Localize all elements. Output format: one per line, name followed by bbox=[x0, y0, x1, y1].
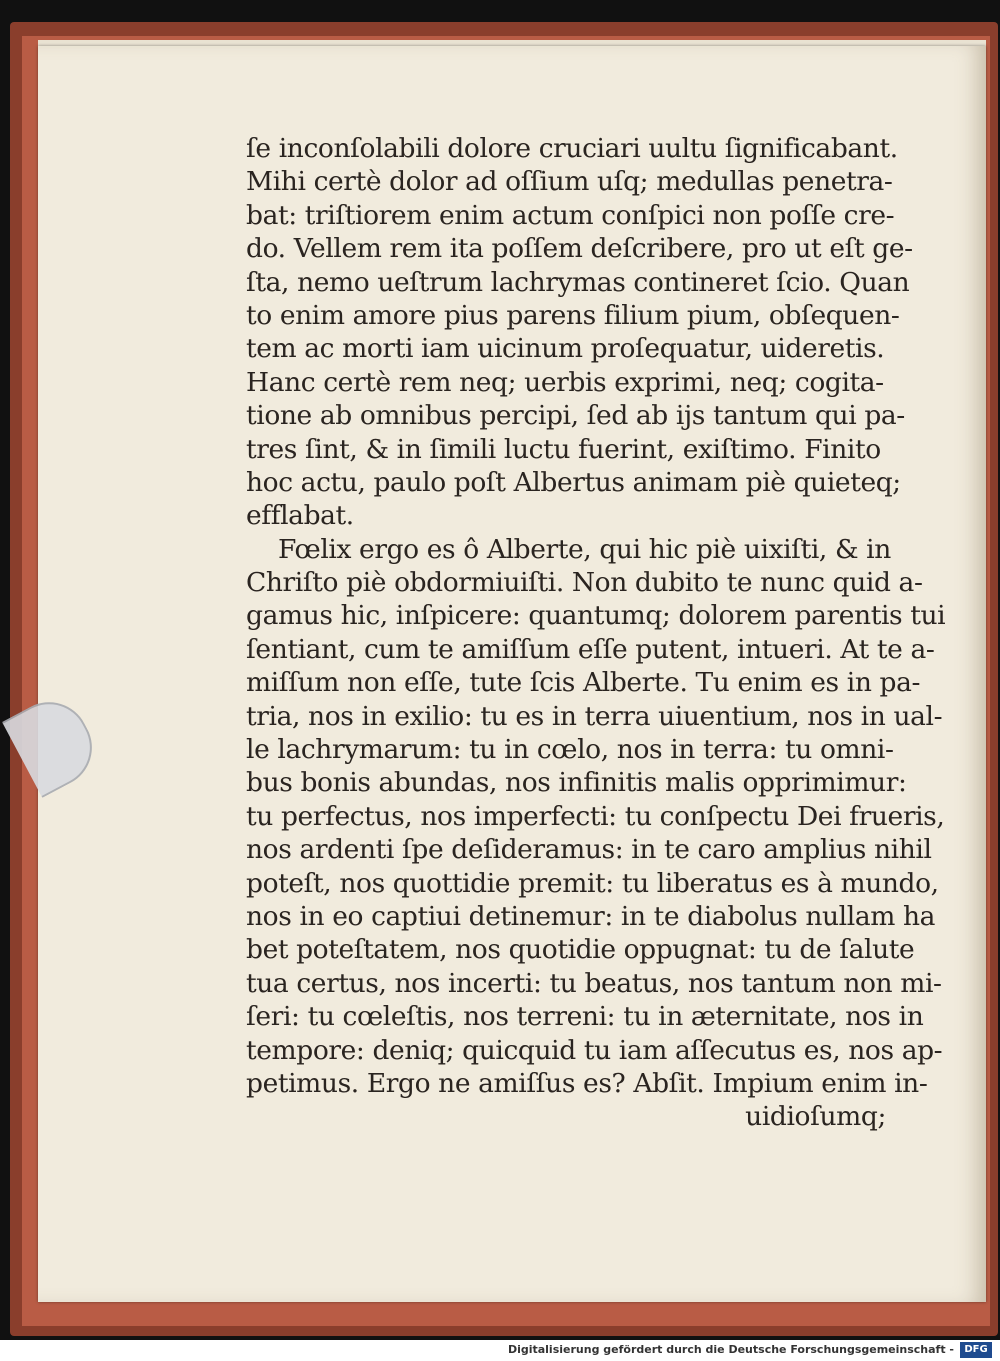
text-line: hoc actu, paulo poſt Albertus animam piè quieteq; bbox=[246, 466, 901, 498]
text-line: tria, nos in exilio: tu es in terra uiuentium, nos in ual- bbox=[246, 700, 943, 732]
text-line: tu perfectus, nos imperfecti: tu conſpectu Dei frueris, bbox=[246, 800, 945, 832]
text-line: nos in eo captiui detinemur: in te diabolus nullam ha bbox=[246, 900, 936, 932]
text-line: Chriſto piè obdormiuiſti. Non dubito te nunc quid a- bbox=[246, 567, 923, 599]
catchword-line: uidioſumq; bbox=[745, 1101, 886, 1133]
text-line: le lachrymarum: tu in cœlo, nos in terra: tu omni- bbox=[246, 734, 894, 766]
text-line: bus bonis abundas, nos infinitis malis opprimimur: bbox=[246, 767, 907, 799]
text-line: tua certus, nos incerti: tu beatus, nos tantum non mi- bbox=[246, 967, 942, 999]
text-line: to enim amore pius parens filium pium, obſequen- bbox=[246, 299, 900, 331]
digitization-footer bbox=[0, 1340, 1000, 1361]
funding-credit: Digitalisierung gefördert durch die Deutsche Forschungsgemeinschaft - bbox=[507, 1343, 954, 1356]
text-line: petimus. Ergo ne amiſſus es? Abſit. Impium enim in- bbox=[246, 1067, 928, 1099]
text-line: Mihi certè dolor ad oſſium uſq; medullas penetra- bbox=[246, 166, 893, 198]
text-line: ſeri: tu cœleſtis, nos terreni: tu in æternitate, nos in bbox=[246, 1001, 924, 1033]
text-line: bat: triſtiorem enim actum conſpici non poſſe cre- bbox=[246, 199, 895, 231]
text-line: tem ac morti iam uicinum proſequatur, uideretis. bbox=[246, 333, 885, 365]
paragraph-start-line: Fœlix ergo es ô Alberte, qui hic piè uixiſti, & in bbox=[278, 533, 891, 565]
text-line: efflabat. bbox=[246, 500, 354, 532]
text-line: ſentiant, cum te amiſſum eſſe putent, intueri. At te a- bbox=[246, 633, 935, 665]
text-line: gamus hic, inſpicere: quantumq; dolorem parentis tui bbox=[246, 600, 946, 632]
text-line: tres ſint, & in ſimili luctu fuerint, exiſtimo. Finito bbox=[246, 433, 881, 465]
text-line: nos ardenti ſpe deſideramus: in te caro amplius nihil bbox=[246, 834, 932, 866]
text-line: miſſum non eſſe, tute ſcis Alberte. Tu enim es in pa- bbox=[246, 667, 921, 699]
text-line: bet poteſtatem, nos quotidie oppugnat: tu de ſalute bbox=[246, 934, 915, 966]
text-line: poteſt, nos quottidie premit: tu liberatus es à mundo, bbox=[246, 867, 939, 899]
page-text bbox=[246, 132, 946, 1134]
dfg-logo: DFG bbox=[960, 1342, 992, 1358]
text-line: do. Vellem rem ita poſſem deſcribere, pro ut eſt ge- bbox=[246, 233, 913, 265]
text-line: Hanc certè rem neq; uerbis exprimi, neq; cogita- bbox=[246, 366, 884, 398]
text-line: tempore: deniq; quicquid tu iam aſſecutus es, nos ap- bbox=[246, 1034, 943, 1066]
text-line: ſe inconſolabili dolore cruciari uultu ſignificabant. bbox=[246, 133, 898, 164]
text-line: ſta, nemo ueſtrum lachrymas contineret ſcio. Quan bbox=[246, 266, 910, 298]
text-line: tione ab omnibus percipi, ſed ab ijs tantum qui pa- bbox=[246, 400, 905, 432]
